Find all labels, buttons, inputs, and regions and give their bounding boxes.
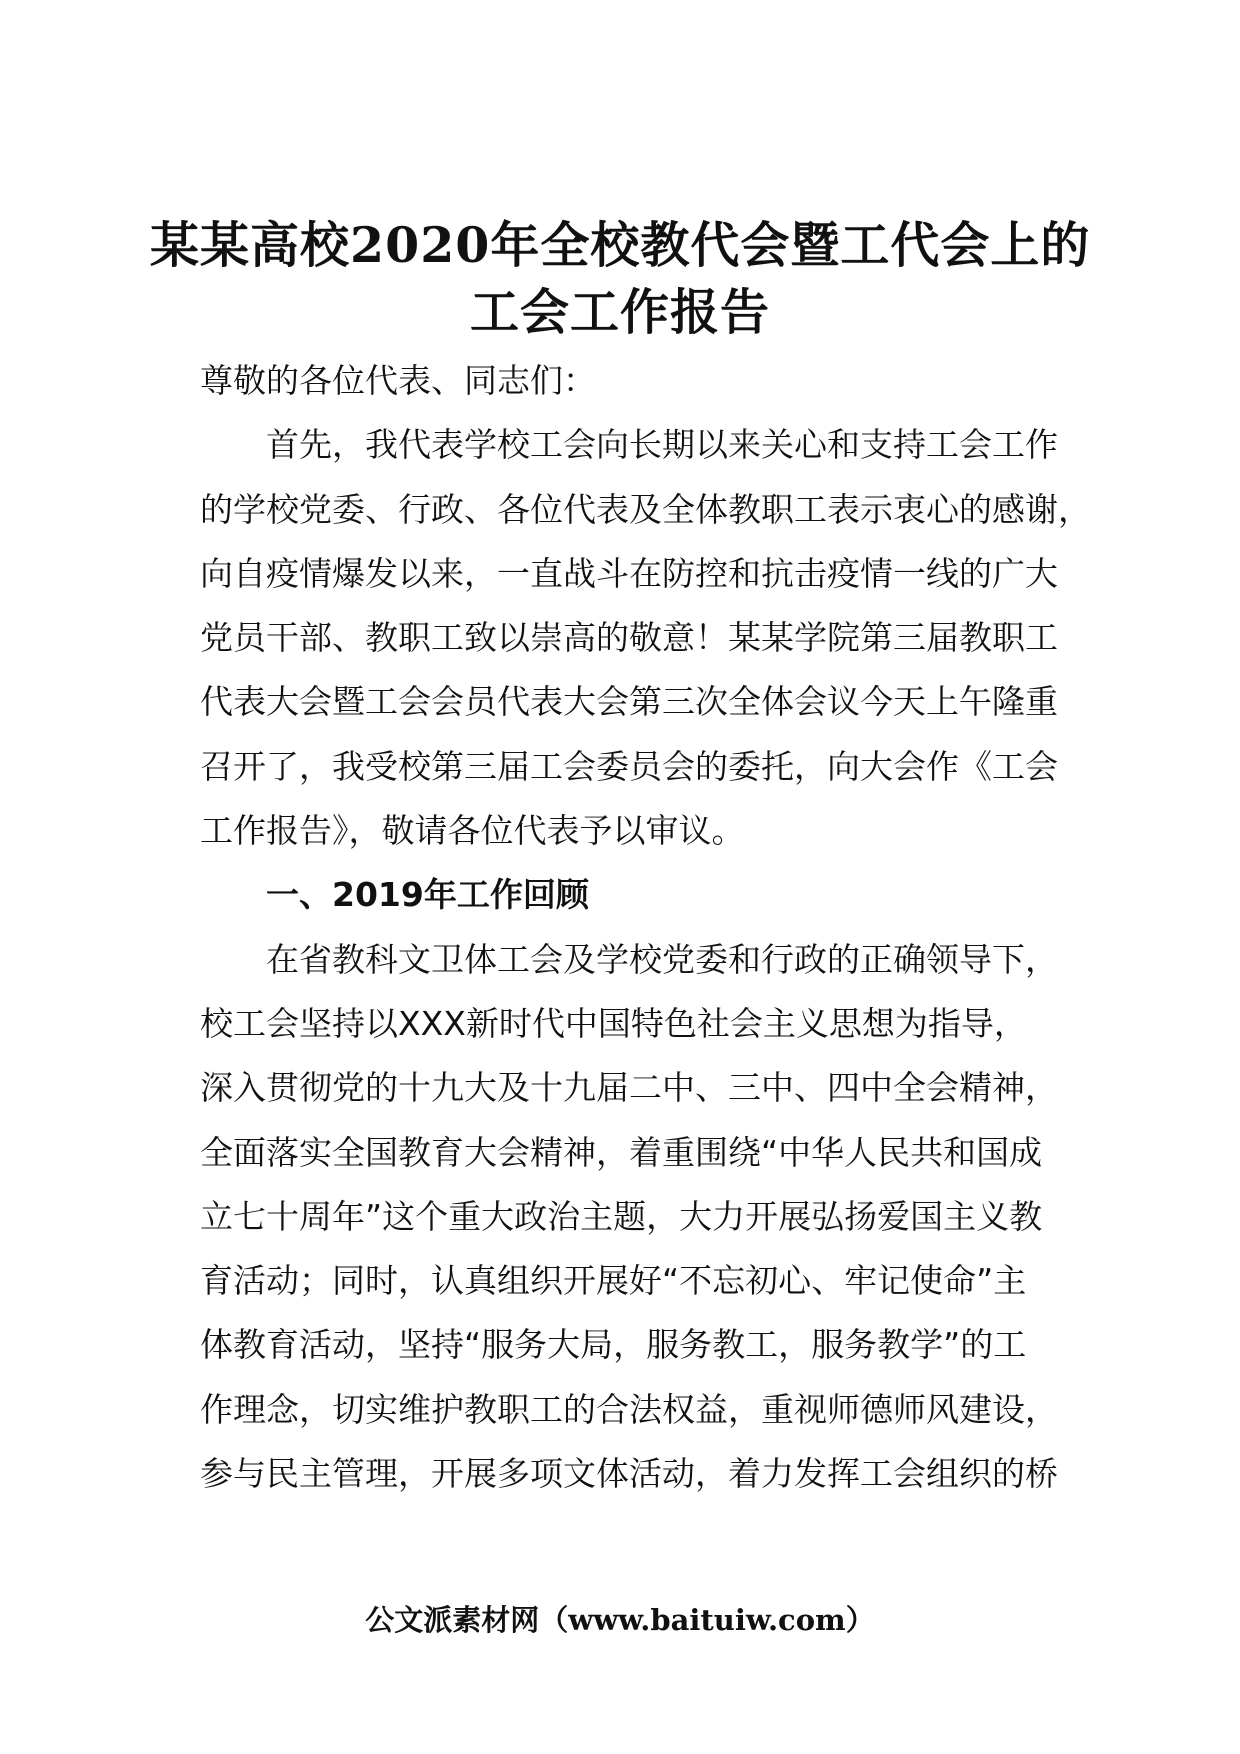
footer-source: 公文派素材网（www.baituiw.com）	[365, 1603, 875, 1637]
paragraph-line: 代表大会暨工会会员代表大会第三次全体会议今天上午隆重	[200, 682, 1058, 722]
paragraph-line: 全面落实全国教育大会精神，着重围绕“中华人民共和国成	[200, 1132, 1043, 1172]
paragraph-line: 的学校党委、行政、各位代表及全体教职工表示衷心的感谢，	[200, 489, 1091, 529]
paragraph-line: 立七十周年”这个重大政治主题，大力开展弘扬爱国主义教	[200, 1196, 1043, 1236]
paragraph-line: 育活动；同时，认真组织开展好“不忘初心、牢记使命”主	[200, 1261, 1027, 1301]
paragraph-line: 党员干部、教职工致以崇高的敬意！某某学院第三届教职工	[200, 618, 1058, 658]
paragraph-line: 首先，我代表学校工会向长期以来关心和支持工会工作	[266, 425, 1058, 465]
paragraph-line: 作理念，切实维护教职工的合法权益，重视师德师风建设，	[200, 1389, 1058, 1429]
paragraph-line: 工作报告》，敬请各位代表予以审议。	[200, 811, 745, 851]
paragraph-line: 向自疫情爆发以来，一直战斗在防控和抗击疫情一线的广大	[200, 553, 1058, 593]
paragraph-line: 在省教科文卫体工会及学校党委和行政的正确领导下，	[266, 939, 1058, 979]
paragraph-line: 召开了，我受校第三届工会委员会的委托，向大会作《工会	[200, 746, 1058, 786]
section-heading: 一、2019年工作回顾	[266, 875, 589, 915]
salutation: 尊敬的各位代表、同志们：	[200, 361, 596, 400]
paragraph-line: 参与民主管理，开展多项文体活动，着力发挥工会组织的桥	[200, 1454, 1058, 1494]
paragraph-line: 校工会坚持以XXX新时代中国特色社会主义思想为指导，	[200, 1003, 1027, 1043]
paragraph-line: 体教育活动，坚持“服务大局，服务教工，服务教学”的工	[200, 1325, 1027, 1365]
paragraph-line: 深入贯彻党的十九大及十九届二中、三中、四中全会精神，	[200, 1068, 1058, 1108]
document-title-line-1: 某某高校2020年全校教代会暨工代会上的	[150, 216, 1091, 274]
document-body	[200, 349, 1100, 1506]
document-title-line-2: 工会工作报告	[469, 283, 770, 341]
